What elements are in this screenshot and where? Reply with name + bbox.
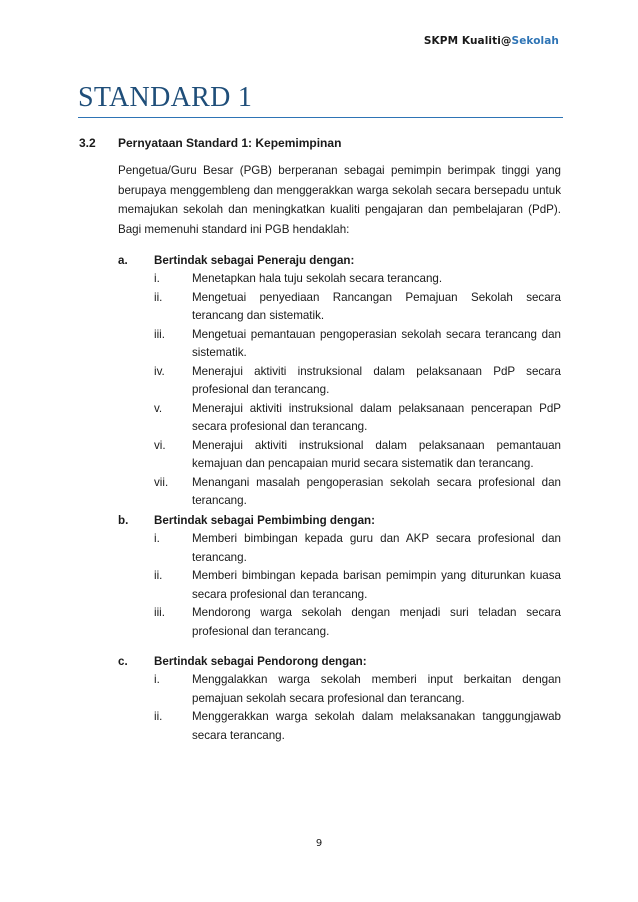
item-number: vi.: [154, 438, 166, 452]
item-number: iii.: [154, 606, 165, 619]
list-item: [118, 270, 563, 289]
list-item: [118, 671, 563, 708]
item-text: Mengetuai pemantauan pengoperasian sekolah secara terancang dan sistematik.: [192, 327, 561, 359]
item-text: Menetapkan hala tuju sekolah secara terancang.: [192, 272, 443, 285]
list-item: [118, 708, 563, 745]
title-underline: [78, 117, 563, 118]
item-number: iii.: [154, 327, 165, 341]
group-heading: [118, 511, 563, 530]
group-title: Bertindak sebagai Pendorong dengan:: [154, 655, 367, 668]
group-heading: [118, 652, 563, 671]
list-item: [118, 289, 563, 326]
page-number: 9: [315, 838, 323, 849]
list-item: [118, 604, 563, 641]
item-number: i.: [154, 532, 160, 545]
group-letter: a.: [118, 254, 128, 267]
item-number: ii.: [154, 569, 163, 582]
group-letter: b.: [118, 514, 129, 527]
list-item: [118, 363, 563, 400]
item-text: Menerajui aktiviti instruksional dalam pelaksanaan pemantauan kemajuan dan pencapaian murid secara sistematik dan terancang.: [192, 438, 561, 470]
list-item: [118, 567, 563, 604]
section-number: 3.2: [79, 136, 96, 150]
brand-accent: Sekolah: [511, 35, 559, 47]
item-number: v.: [154, 401, 163, 415]
group-heading: [118, 251, 563, 270]
brand-prefix: SKPM Kualiti@: [423, 35, 512, 47]
item-text: Menggalakkan warga sekolah memberi input berkaitan dengan pemajuan sekolah secara profesional dan terancang.: [192, 673, 561, 705]
item-number: ii.: [154, 290, 163, 304]
list-item: [118, 530, 563, 567]
item-text: Menggerakkan warga sekolah dalam melaksanakan tanggungjawab secara terancang.: [192, 710, 561, 742]
item-number: ii.: [154, 710, 163, 723]
item-text: Menangani masalah pengoperasian sekolah secara profesional dan terancang.: [192, 475, 561, 507]
group-letter: c.: [118, 655, 128, 668]
list-item: [118, 437, 563, 474]
section-intro: Pengetua/Guru Besar (PGB) berperanan sebagai pemimpin berimpak tinggi yang berupaya menggembleng dan menggerakkan warga sekolah secara bersepadu untuk memajukan sekolah dan meningkatkan kualiti pengajaran dan pembelajaran (PdP). Bagi memenuhi standard ini PGB hendaklah:: [118, 164, 561, 236]
list-item: [118, 400, 563, 437]
group-b: [118, 511, 563, 641]
item-text: Mengetuai penyediaan Rancangan Pemajuan Sekolah secara terancang dan sistematik.: [192, 290, 561, 322]
item-number: iv.: [154, 364, 165, 378]
item-text: Memberi bimbingan kepada guru dan AKP secara profesional dan terancang.: [192, 532, 561, 564]
list-item: [118, 474, 563, 511]
standard-title: STANDARD 1: [78, 82, 253, 113]
group-c: [118, 652, 563, 745]
item-number: i.: [154, 673, 160, 686]
item-number: vii.: [154, 475, 169, 489]
list-item: [118, 326, 563, 363]
header-brand: [424, 35, 559, 47]
group-title: Bertindak sebagai Pembimbing dengan:: [154, 514, 375, 527]
item-text: Memberi bimbingan kepada barisan pemimpin yang diturunkan kuasa secara profesional dan terancang.: [192, 569, 561, 601]
group-a: [118, 251, 563, 511]
item-text: Mendorong warga sekolah dengan menjadi suri teladan secara profesional dan terancang.: [192, 606, 561, 638]
section-title: Pernyataan Standard 1: Kepemimpinan: [118, 136, 342, 150]
group-title: Bertindak sebagai Peneraju dengan:: [154, 254, 355, 267]
item-number: i.: [154, 272, 160, 285]
item-text: Menerajui aktiviti instruksional dalam pelaksanaan PdP secara profesional dan terancang.: [192, 364, 561, 396]
item-text: Menerajui aktiviti instruksional dalam pelaksanaan pencerapan PdP secara profesional dan terancang.: [192, 401, 561, 433]
